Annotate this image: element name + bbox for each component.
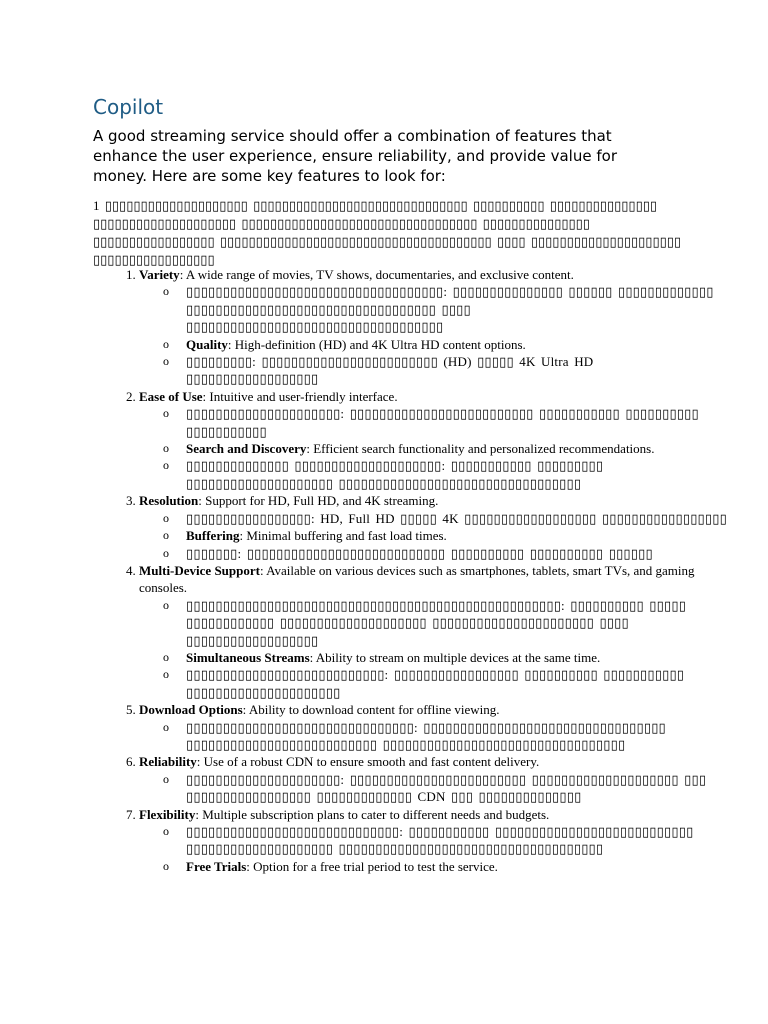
list-item <box>139 492 729 562</box>
intro-paragraph: A good streaming service should offer a combination of features that enhance the user experience, ensure reliability, and provide value for money. Here are some key features to look for: <box>93 127 617 185</box>
sub-term: Simultaneous Streams <box>186 649 310 665</box>
sub-description: : High-definition (HD) and 4K Ultra HD content options. <box>227 336 526 352</box>
sub-item <box>186 527 729 544</box>
feature-term: Multi-Device Support <box>139 562 260 578</box>
sub-item: o ▯▯▯▯▯▯▯▯▯▯▯▯▯▯ ▯▯▯▯▯▯▯▯▯▯▯▯▯▯▯▯▯▯▯▯: ▯▯▯▯▯▯▯▯▯▯▯ ▯▯▯▯▯▯▯▯▯ ▯▯▯▯▯▯▯▯▯▯▯▯▯▯▯▯▯▯▯▯ ▯▯▯▯▯▯▯▯▯▯▯▯▯▯▯▯▯▯▯▯▯▯▯▯▯▯▯▯▯▯▯▯▯ <box>186 457 729 492</box>
sub-item: o ▯▯▯▯▯▯▯: ▯▯▯▯▯▯▯▯▯▯▯▯▯▯▯▯▯▯▯▯▯▯▯▯▯▯▯ ▯▯▯▯▯▯▯▯▯▯ ▯▯▯▯▯▯▯▯▯▯ ▯▯▯▯▯▯ <box>186 545 729 562</box>
feature-description: : Multiple subscription plans to cater to different needs and budgets. <box>195 806 550 822</box>
unrendered-paragraph: 1 ▯▯▯▯▯▯▯▯▯▯▯▯▯▯▯▯▯▯▯▯ ▯▯▯▯▯▯▯▯▯▯▯▯▯▯▯▯▯▯▯▯▯▯▯▯▯▯▯▯▯▯ ▯▯▯▯▯▯▯▯▯▯ ▯▯▯▯▯▯▯▯▯▯▯▯▯▯▯ ▯▯▯▯▯▯▯▯▯▯▯▯▯▯▯▯▯▯▯▯ ▯▯▯▯▯▯▯▯▯▯▯▯▯▯▯▯▯▯▯▯▯▯▯▯▯▯▯▯▯▯▯▯▯ ▯▯▯▯▯▯▯▯▯▯▯▯▯▯▯ ▯▯▯▯▯▯▯▯▯▯▯▯▯▯▯▯▯ ▯▯▯▯▯▯▯▯▯▯▯▯▯▯▯▯▯▯▯▯▯▯▯▯▯▯▯▯▯▯▯▯▯▯▯▯▯▯ ▯▯▯▯ ▯▯▯▯▯▯▯▯▯▯▯▯▯▯▯▯▯▯▯▯▯ ▯▯▯▯▯▯▯▯▯▯▯▯▯▯▯▯▯ <box>93 198 682 267</box>
list-item <box>139 806 729 876</box>
sub-term: Buffering <box>186 528 240 544</box>
sub-item: o ▯▯▯▯▯▯▯▯▯▯▯▯▯▯▯▯▯▯▯▯▯▯▯▯▯▯▯▯▯▯▯▯▯▯▯: ▯▯▯▯▯▯▯▯▯▯▯▯▯▯▯ ▯▯▯▯▯▯ ▯▯▯▯▯▯▯▯▯▯▯▯▯ ▯▯▯▯▯▯▯▯▯▯▯▯▯▯▯▯▯▯▯▯▯▯▯▯▯▯▯▯▯▯▯▯▯▯ ▯▯▯▯ ▯▯▯▯▯▯▯▯▯▯▯▯▯▯▯▯▯▯▯▯▯▯▯▯▯▯▯▯▯▯▯▯▯▯▯ <box>186 283 729 335</box>
feature-description: : Support for HD, Full HD, and 4K streaming. <box>198 493 439 509</box>
features-list <box>93 266 729 875</box>
feature-term: Download Options <box>139 702 243 718</box>
sub-item: o ▯▯▯▯▯▯▯▯▯▯▯▯▯▯▯▯▯▯▯▯▯▯▯▯▯▯▯: ▯▯▯▯▯▯▯▯▯▯▯▯▯▯▯▯▯ ▯▯▯▯▯▯▯▯▯▯ ▯▯▯▯▯▯▯▯▯▯▯ ▯▯▯▯▯▯▯▯▯▯▯▯▯▯▯▯▯▯▯▯▯ <box>186 666 729 701</box>
feature-description: : Use of a robust CDN to ensure smooth and fast content delivery. <box>196 754 540 770</box>
sub-item <box>186 649 729 666</box>
sub-description: : Option for a free trial period to test the service. <box>246 858 498 874</box>
feature-term: Ease of Use <box>139 388 203 404</box>
sub-term: Quality <box>186 336 228 352</box>
sub-list <box>139 719 729 754</box>
sub-item: o ▯▯▯▯▯▯▯▯▯▯▯▯▯▯▯▯▯▯▯▯▯▯▯▯▯▯▯▯▯▯▯: ▯▯▯▯▯▯▯▯▯▯▯▯▯▯▯▯▯▯▯▯▯▯▯▯▯▯▯▯▯▯▯▯▯ ▯▯▯▯▯▯▯▯▯▯▯▯▯▯▯▯▯▯▯▯▯▯▯▯▯▯ ▯▯▯▯▯▯▯▯▯▯▯▯▯▯▯▯▯▯▯▯▯▯▯▯▯▯▯▯▯▯▯▯▯ <box>186 719 729 754</box>
page-title: Copilot <box>93 95 164 119</box>
feature-term: Resolution <box>139 493 199 509</box>
feature-term: Variety <box>139 267 180 282</box>
list-item <box>139 753 729 805</box>
sub-list <box>139 597 729 701</box>
sub-description: : Efficient search functionality and personalized recommendations. <box>306 441 655 457</box>
list-item <box>139 388 729 492</box>
sub-item <box>186 440 729 457</box>
sub-list <box>139 405 729 492</box>
sub-description: : Ability to stream on multiple devices at the same time. <box>309 649 601 665</box>
sub-description: : Minimal buffering and fast load times. <box>239 528 447 544</box>
feature-description: : Available on various devices such as smartphones, tablets, smart TVs, and gaming consoles. <box>139 562 695 596</box>
feature-description: : A wide range of movies, TV shows, documentaries, and exclusive content. <box>179 267 574 282</box>
list-item <box>139 562 729 701</box>
feature-term: Flexibility <box>139 806 196 822</box>
sub-item: o ▯▯▯▯▯▯▯▯▯: ▯▯▯▯▯▯▯▯▯▯▯▯▯▯▯▯▯▯▯▯▯▯▯▯ (HD) ▯▯▯▯▯ 4K Ultra HD ▯▯▯▯▯▯▯▯▯▯▯▯▯▯▯▯▯▯ <box>186 353 729 388</box>
sub-item: o ▯▯▯▯▯▯▯▯▯▯▯▯▯▯▯▯▯▯▯▯▯▯▯▯▯▯▯▯▯▯▯▯▯▯▯▯▯▯▯▯▯▯▯▯▯▯▯▯▯▯▯: ▯▯▯▯▯▯▯▯▯▯ ▯▯▯▯▯ ▯▯▯▯▯▯▯▯▯▯▯▯ ▯▯▯▯▯▯▯▯▯▯▯▯▯▯▯▯▯▯▯▯ ▯▯▯▯▯▯▯▯▯▯▯▯▯▯▯▯▯▯▯▯▯▯ ▯▯▯▯ ▯▯▯▯▯▯▯▯▯▯▯▯▯▯▯▯▯▯ <box>186 597 729 649</box>
feature-description: : Ability to download content for offline viewing. <box>242 702 500 718</box>
list-item <box>139 701 729 753</box>
sub-list <box>139 283 729 387</box>
sub-item <box>186 336 729 353</box>
sub-list <box>139 823 729 875</box>
sub-list <box>139 771 729 806</box>
sub-term: Search and Discovery <box>186 441 307 457</box>
feature-description: : Intuitive and user-friendly interface. <box>202 388 398 404</box>
list-item <box>139 266 729 388</box>
sub-item <box>186 858 729 875</box>
sub-list <box>139 510 729 562</box>
feature-term: Reliability <box>139 754 197 770</box>
sub-item: o ▯▯▯▯▯▯▯▯▯▯▯▯▯▯▯▯▯: HD, Full HD ▯▯▯▯▯ 4K ▯▯▯▯▯▯▯▯▯▯▯▯▯▯▯▯▯▯ ▯▯▯▯▯▯▯▯▯▯▯▯▯▯▯▯▯ <box>186 510 729 527</box>
sub-item: o ▯▯▯▯▯▯▯▯▯▯▯▯▯▯▯▯▯▯▯▯▯▯▯▯▯▯▯▯▯: ▯▯▯▯▯▯▯▯▯▯▯ ▯▯▯▯▯▯▯▯▯▯▯▯▯▯▯▯▯▯▯▯▯▯▯▯▯▯▯ ▯▯▯▯▯▯▯▯▯▯▯▯▯▯▯▯▯▯▯▯ ▯▯▯▯▯▯▯▯▯▯▯▯▯▯▯▯▯▯▯▯▯▯▯▯▯▯▯▯▯▯▯▯▯▯▯▯ <box>186 823 729 858</box>
sub-term: Free Trials <box>186 858 247 874</box>
sub-item: o ▯▯▯▯▯▯▯▯▯▯▯▯▯▯▯▯▯▯▯▯▯: ▯▯▯▯▯▯▯▯▯▯▯▯▯▯▯▯▯▯▯▯▯▯▯▯ ▯▯▯▯▯▯▯▯▯▯▯▯▯▯▯▯▯▯▯▯ ▯▯▯ ▯▯▯▯▯▯▯▯▯▯▯▯▯▯▯▯▯ ▯▯▯▯▯▯▯▯▯▯▯▯▯ CDN ▯▯▯ ▯▯▯▯▯▯▯▯▯▯▯▯▯▯ <box>186 771 729 806</box>
sub-item: o ▯▯▯▯▯▯▯▯▯▯▯▯▯▯▯▯▯▯▯▯▯: ▯▯▯▯▯▯▯▯▯▯▯▯▯▯▯▯▯▯▯▯▯▯▯▯▯ ▯▯▯▯▯▯▯▯▯▯▯ ▯▯▯▯▯▯▯▯▯▯ ▯▯▯▯▯▯▯▯▯▯▯ <box>186 405 729 440</box>
